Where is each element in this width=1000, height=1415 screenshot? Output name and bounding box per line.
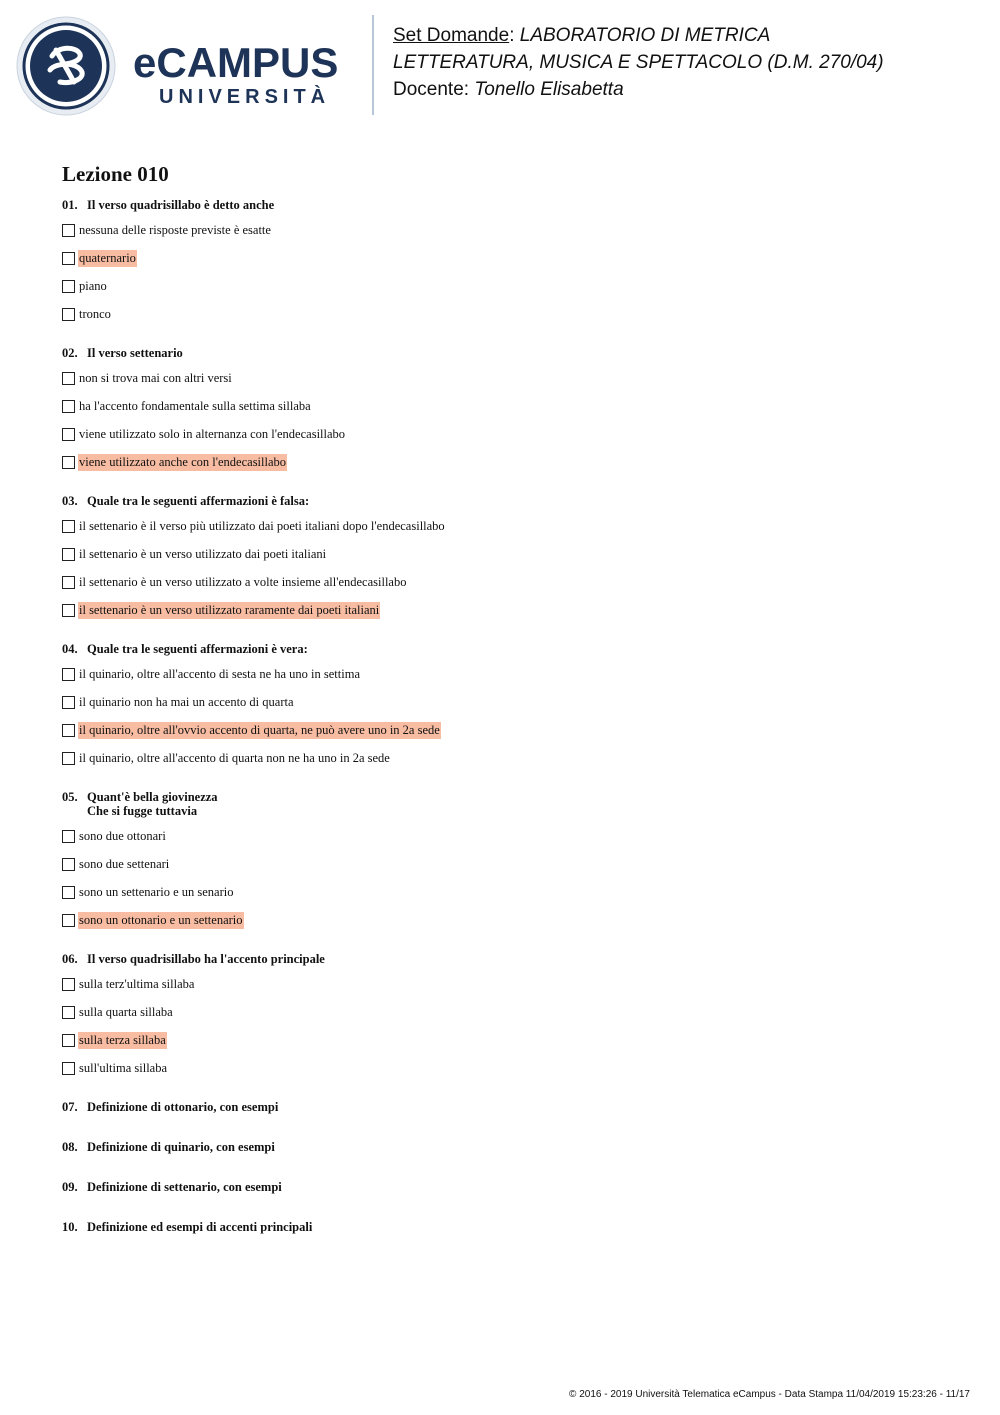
question-heading (62, 198, 962, 212)
answer-option[interactable] (62, 912, 962, 940)
answer-checkbox[interactable] (62, 978, 75, 991)
question-text: Definizione di quinario, con esempi (87, 1140, 275, 1154)
question-item (62, 1100, 962, 1114)
question-item (62, 494, 962, 630)
answer-options (62, 222, 962, 334)
question-item (62, 1140, 962, 1154)
answer-option[interactable] (62, 750, 962, 778)
answer-checkbox[interactable] (62, 1062, 75, 1075)
question-heading (62, 642, 962, 656)
brand-main: eCAMPUS (133, 39, 339, 86)
question-number: 01. (62, 198, 78, 212)
answer-checkbox[interactable] (62, 372, 75, 385)
answer-checkbox[interactable] (62, 724, 75, 737)
answer-checkbox[interactable] (62, 1034, 75, 1047)
question-item (62, 346, 962, 482)
answer-option[interactable] (62, 306, 962, 334)
answer-option[interactable] (62, 856, 962, 884)
answer-label: sono un settenario e un senario (79, 885, 234, 899)
answer-options (62, 828, 962, 940)
course-title-line2: LETTERATURA, MUSICA E SPETTACOLO (D.M. 270/04) (393, 52, 884, 73)
question-text: Definizione di ottonario, con esempi (87, 1100, 279, 1114)
answer-label-highlighted: il quinario, oltre all'ovvio accento di quarta, ne può avere uno in 2a sede (79, 723, 440, 737)
answer-checkbox[interactable] (62, 914, 75, 927)
question-text: Il verso settenario (87, 346, 183, 360)
header-divider (372, 15, 374, 115)
question-text: Il verso quadrisillabo ha l'accento principale (87, 952, 325, 966)
answer-options (62, 976, 962, 1088)
answer-option[interactable] (62, 574, 962, 602)
question-text: Definizione di settenario, con esempi (87, 1180, 282, 1194)
answer-checkbox[interactable] (62, 520, 75, 533)
question-number: 03. (62, 494, 78, 508)
question-text: Quale tra le seguenti affermazioni è falsa: (87, 494, 310, 508)
answer-option[interactable] (62, 454, 962, 482)
answer-label: sono due ottonari (79, 829, 166, 843)
answer-options (62, 370, 962, 482)
question-list (62, 198, 962, 1260)
answer-label-highlighted: quaternario (79, 251, 136, 265)
answer-label: ha l'accento fondamentale sulla settima sillaba (79, 399, 311, 413)
question-heading (62, 346, 962, 360)
answer-label-highlighted: sono un ottonario e un settenario (79, 913, 243, 927)
answer-option[interactable] (62, 976, 962, 1004)
question-item (62, 642, 962, 778)
answer-checkbox[interactable] (62, 604, 75, 617)
question-heading (62, 494, 962, 508)
course-header: Set Domande: LABORATORIO DI METRICA LETTERATURA, MUSICA E SPETTACOLO (D.M. 270/04) Docente: Tonello Elisabetta (393, 25, 884, 100)
question-heading (62, 1220, 962, 1234)
lesson-title: Lezione 010 (62, 162, 169, 186)
answer-option[interactable] (62, 398, 962, 426)
question-number: 10. (62, 1220, 78, 1234)
question-number: 06. (62, 952, 78, 966)
answer-checkbox[interactable] (62, 252, 75, 265)
question-number: 05. (62, 790, 78, 804)
answer-option[interactable] (62, 546, 962, 574)
answer-options (62, 518, 962, 630)
question-text: Il verso quadrisillabo è detto anche (87, 198, 275, 212)
ecampus-logo-emblem (16, 16, 116, 116)
question-item (62, 952, 962, 1088)
question-number: 02. (62, 346, 78, 360)
question-number: 07. (62, 1100, 78, 1114)
question-text: Quale tra le seguenti affermazioni è vera: (87, 642, 308, 656)
answer-label-highlighted: il settenario è un verso utilizzato raramente dai poeti italiani (79, 603, 380, 617)
answer-checkbox[interactable] (62, 224, 75, 237)
answer-option[interactable] (62, 666, 962, 694)
answer-checkbox[interactable] (62, 308, 75, 321)
answer-checkbox[interactable] (62, 400, 75, 413)
answer-label: sulla terz'ultima sillaba (79, 977, 195, 991)
question-text: Quant'è bella giovinezza Che si fugge tuttavia (87, 790, 218, 818)
answer-option[interactable] (62, 1032, 962, 1060)
answer-checkbox[interactable] (62, 830, 75, 843)
answer-checkbox[interactable] (62, 576, 75, 589)
answer-label: il quinario, oltre all'accento di sesta ne ha uno in settima (79, 667, 360, 681)
page-footer: © 2016 - 2019 Università Telematica eCampus - Data Stampa 11/04/2019 15:23:26 - 11/17 (569, 1389, 970, 1400)
answer-label: sulla quarta sillaba (79, 1005, 173, 1019)
answer-checkbox[interactable] (62, 668, 75, 681)
teacher-name: Tonello Elisabetta (474, 79, 624, 100)
answer-options (62, 666, 962, 778)
answer-option[interactable] (62, 694, 962, 722)
answer-label: il settenario è un verso utilizzato a volte insieme all'endecasillabo (79, 575, 407, 589)
question-heading (62, 1140, 962, 1154)
teacher-label: Docente (393, 79, 464, 100)
answer-label: il quinario non ha mai un accento di quarta (79, 695, 294, 709)
question-item (62, 790, 962, 940)
answer-label: piano (79, 279, 107, 293)
question-number: 08. (62, 1140, 78, 1154)
answer-option[interactable] (62, 250, 962, 278)
answer-label: sull'ultima sillaba (79, 1061, 168, 1075)
question-heading (62, 952, 962, 966)
answer-checkbox[interactable] (62, 280, 75, 293)
answer-option[interactable] (62, 722, 962, 750)
question-heading (62, 1100, 962, 1114)
answer-option[interactable] (62, 222, 962, 250)
answer-label-highlighted: sulla terza sillaba (79, 1033, 166, 1047)
question-item (62, 198, 962, 334)
brand-sub: UNIVERSITÀ (159, 86, 331, 108)
answer-label: il quinario, oltre all'accento di quarta non ne ha uno in 2a sede (79, 751, 390, 765)
answer-option[interactable] (62, 278, 962, 306)
answer-label-highlighted: viene utilizzato anche con l'endecasillabo (79, 455, 287, 469)
question-item (62, 1180, 962, 1194)
answer-option[interactable] (62, 518, 962, 546)
answer-checkbox[interactable] (62, 1006, 75, 1019)
answer-checkbox[interactable] (62, 752, 75, 765)
answer-label: viene utilizzato solo in alternanza con l'endecasillabo (79, 427, 346, 441)
question-heading (62, 790, 962, 818)
answer-option[interactable] (62, 1060, 962, 1088)
answer-checkbox[interactable] (62, 858, 75, 871)
question-number: 04. (62, 642, 78, 656)
answer-checkbox[interactable] (62, 696, 75, 709)
answer-option[interactable] (62, 370, 962, 398)
answer-label: nessuna delle risposte previste è esatte (79, 223, 271, 237)
question-text: Definizione ed esempi di accenti principali (87, 1220, 313, 1234)
course-title: LABORATORIO DI METRICA (519, 25, 771, 46)
answer-label: tronco (79, 307, 111, 321)
answer-checkbox[interactable] (62, 886, 75, 899)
answer-label: sono due settenari (79, 857, 170, 871)
answer-checkbox[interactable] (62, 456, 75, 469)
ecampus-wordmark (133, 39, 339, 109)
answer-option[interactable] (62, 1004, 962, 1032)
question-item (62, 1220, 962, 1234)
question-heading (62, 1180, 962, 1194)
question-number: 09. (62, 1180, 78, 1194)
answer-option[interactable] (62, 884, 962, 912)
answer-label: il settenario è un verso utilizzato dai poeti italiani (79, 547, 327, 561)
answer-option[interactable] (62, 602, 962, 630)
answer-option[interactable] (62, 828, 962, 856)
answer-checkbox[interactable] (62, 428, 75, 441)
set-label: Set Domande (393, 25, 510, 46)
answer-checkbox[interactable] (62, 548, 75, 561)
answer-option[interactable] (62, 426, 962, 454)
answer-label: non si trova mai con altri versi (79, 371, 232, 385)
answer-label: il settenario è il verso più utilizzato dai poeti italiani dopo l'endecasillabo (79, 519, 445, 533)
